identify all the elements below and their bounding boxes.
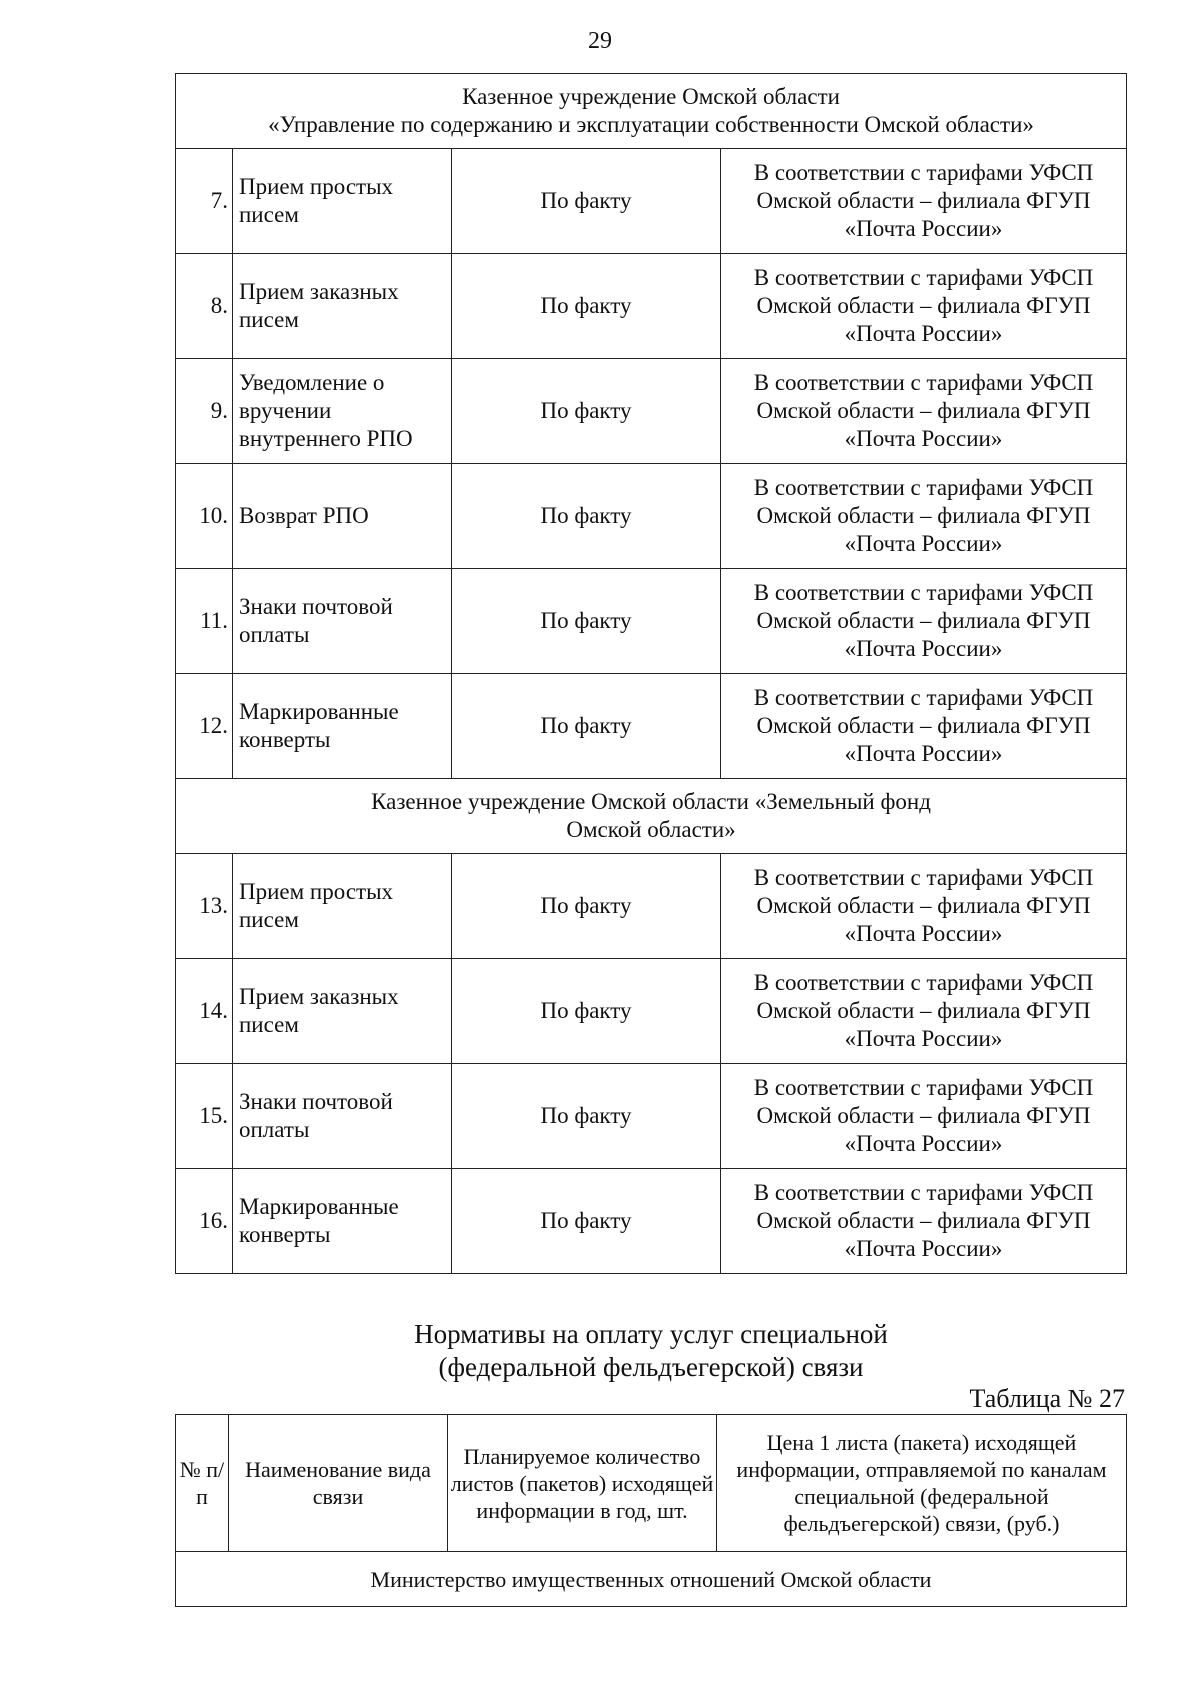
section-row: [176, 1552, 1127, 1607]
quantity: По факту: [452, 854, 721, 959]
section-title: [176, 74, 1127, 149]
section-title-line: Омской области»: [566, 817, 736, 842]
price-basis: В соответствии с тарифами УФСП Омской области – филиала ФГУП «Почта России»: [721, 254, 1127, 359]
header-price: Цена 1 листа (пакета) исходящей информации, отправляемой по каналам специальной (федеральной фельдъегерской) связи, (руб.): [717, 1415, 1127, 1552]
quantity: По факту: [452, 464, 721, 569]
service-name: Маркированные конверты: [233, 1169, 452, 1274]
service-name: Знаки почтовой оплаты: [233, 569, 452, 674]
quantity: По факту: [452, 149, 721, 254]
section-title: [176, 779, 1127, 854]
service-name: Возврат РПО: [233, 464, 452, 569]
header-num: № п/п: [176, 1415, 229, 1552]
page-number: 29: [588, 28, 612, 54]
quantity: По факту: [452, 674, 721, 779]
quantity: По факту: [452, 959, 721, 1064]
table-27: [175, 1414, 1127, 1607]
table-row: [176, 674, 1127, 779]
section-title-line: Казенное учреждение Омской области «Земельный фонд: [371, 789, 931, 814]
row-number: 7.: [176, 149, 233, 254]
header-row: [176, 1415, 1127, 1552]
table-row: [176, 959, 1127, 1064]
table-row: [176, 464, 1127, 569]
header-name: Наименование вида связи: [229, 1415, 448, 1552]
section-title-line: «Управление по содержанию и эксплуатации собственности Омской области»: [268, 112, 1034, 137]
row-number: 12.: [176, 674, 233, 779]
quantity: По факту: [452, 254, 721, 359]
section-title-line: Казенное учреждение Омской области: [462, 84, 840, 109]
price-basis: В соответствии с тарифами УФСП Омской области – филиала ФГУП «Почта России»: [721, 1169, 1127, 1274]
row-number: 10.: [176, 464, 233, 569]
row-number: 11.: [176, 569, 233, 674]
services-table: [175, 73, 1127, 1274]
row-number: 15.: [176, 1064, 233, 1169]
header-qty: Планируемое количество листов (пакетов) исходящей информации в год, шт.: [448, 1415, 717, 1552]
price-basis: В соответствии с тарифами УФСП Омской области – филиала ФГУП «Почта России»: [721, 149, 1127, 254]
price-basis: В соответствии с тарифами УФСП Омской области – филиала ФГУП «Почта России»: [721, 359, 1127, 464]
price-basis: В соответствии с тарифами УФСП Омской области – филиала ФГУП «Почта России»: [721, 464, 1127, 569]
section-heading: [175, 1318, 1127, 1384]
table-row: [176, 359, 1127, 464]
quantity: По факту: [452, 1169, 721, 1274]
service-name: Маркированные конверты: [233, 674, 452, 779]
table-row: [176, 1064, 1127, 1169]
service-name: Знаки почтовой оплаты: [233, 1064, 452, 1169]
section-title: Министерство имущественных отношений Омской области: [176, 1552, 1127, 1607]
price-basis: В соответствии с тарифами УФСП Омской области – филиала ФГУП «Почта России»: [721, 854, 1127, 959]
price-basis: В соответствии с тарифами УФСП Омской области – филиала ФГУП «Почта России»: [721, 1064, 1127, 1169]
section-row: [176, 74, 1127, 149]
row-number: 8.: [176, 254, 233, 359]
row-number: 14.: [176, 959, 233, 1064]
quantity: По факту: [452, 359, 721, 464]
table-label: Таблица № 27: [969, 1384, 1125, 1413]
price-basis: В соответствии с тарифами УФСП Омской области – филиала ФГУП «Почта России»: [721, 569, 1127, 674]
service-name: Прием простых писем: [233, 854, 452, 959]
table-row: [176, 1169, 1127, 1274]
table-row: [176, 854, 1127, 959]
row-number: 16.: [176, 1169, 233, 1274]
service-name: Прием заказных писем: [233, 254, 452, 359]
section-row: [176, 779, 1127, 854]
heading-line: Нормативы на оплату услуг специальной: [414, 1319, 888, 1349]
quantity: По факту: [452, 569, 721, 674]
service-name: Прием простых писем: [233, 149, 452, 254]
quantity: По факту: [452, 1064, 721, 1169]
table-row: [176, 149, 1127, 254]
table-row: [176, 569, 1127, 674]
heading-line: (федеральной фельдъегерской) связи: [438, 1352, 864, 1382]
service-name: Уведомление о вручении внутреннего РПО: [233, 359, 452, 464]
price-basis: В соответствии с тарифами УФСП Омской области – филиала ФГУП «Почта России»: [721, 674, 1127, 779]
row-number: 13.: [176, 854, 233, 959]
table-row: [176, 254, 1127, 359]
price-basis: В соответствии с тарифами УФСП Омской области – филиала ФГУП «Почта России»: [721, 959, 1127, 1064]
service-name: Прием заказных писем: [233, 959, 452, 1064]
row-number: 9.: [176, 359, 233, 464]
